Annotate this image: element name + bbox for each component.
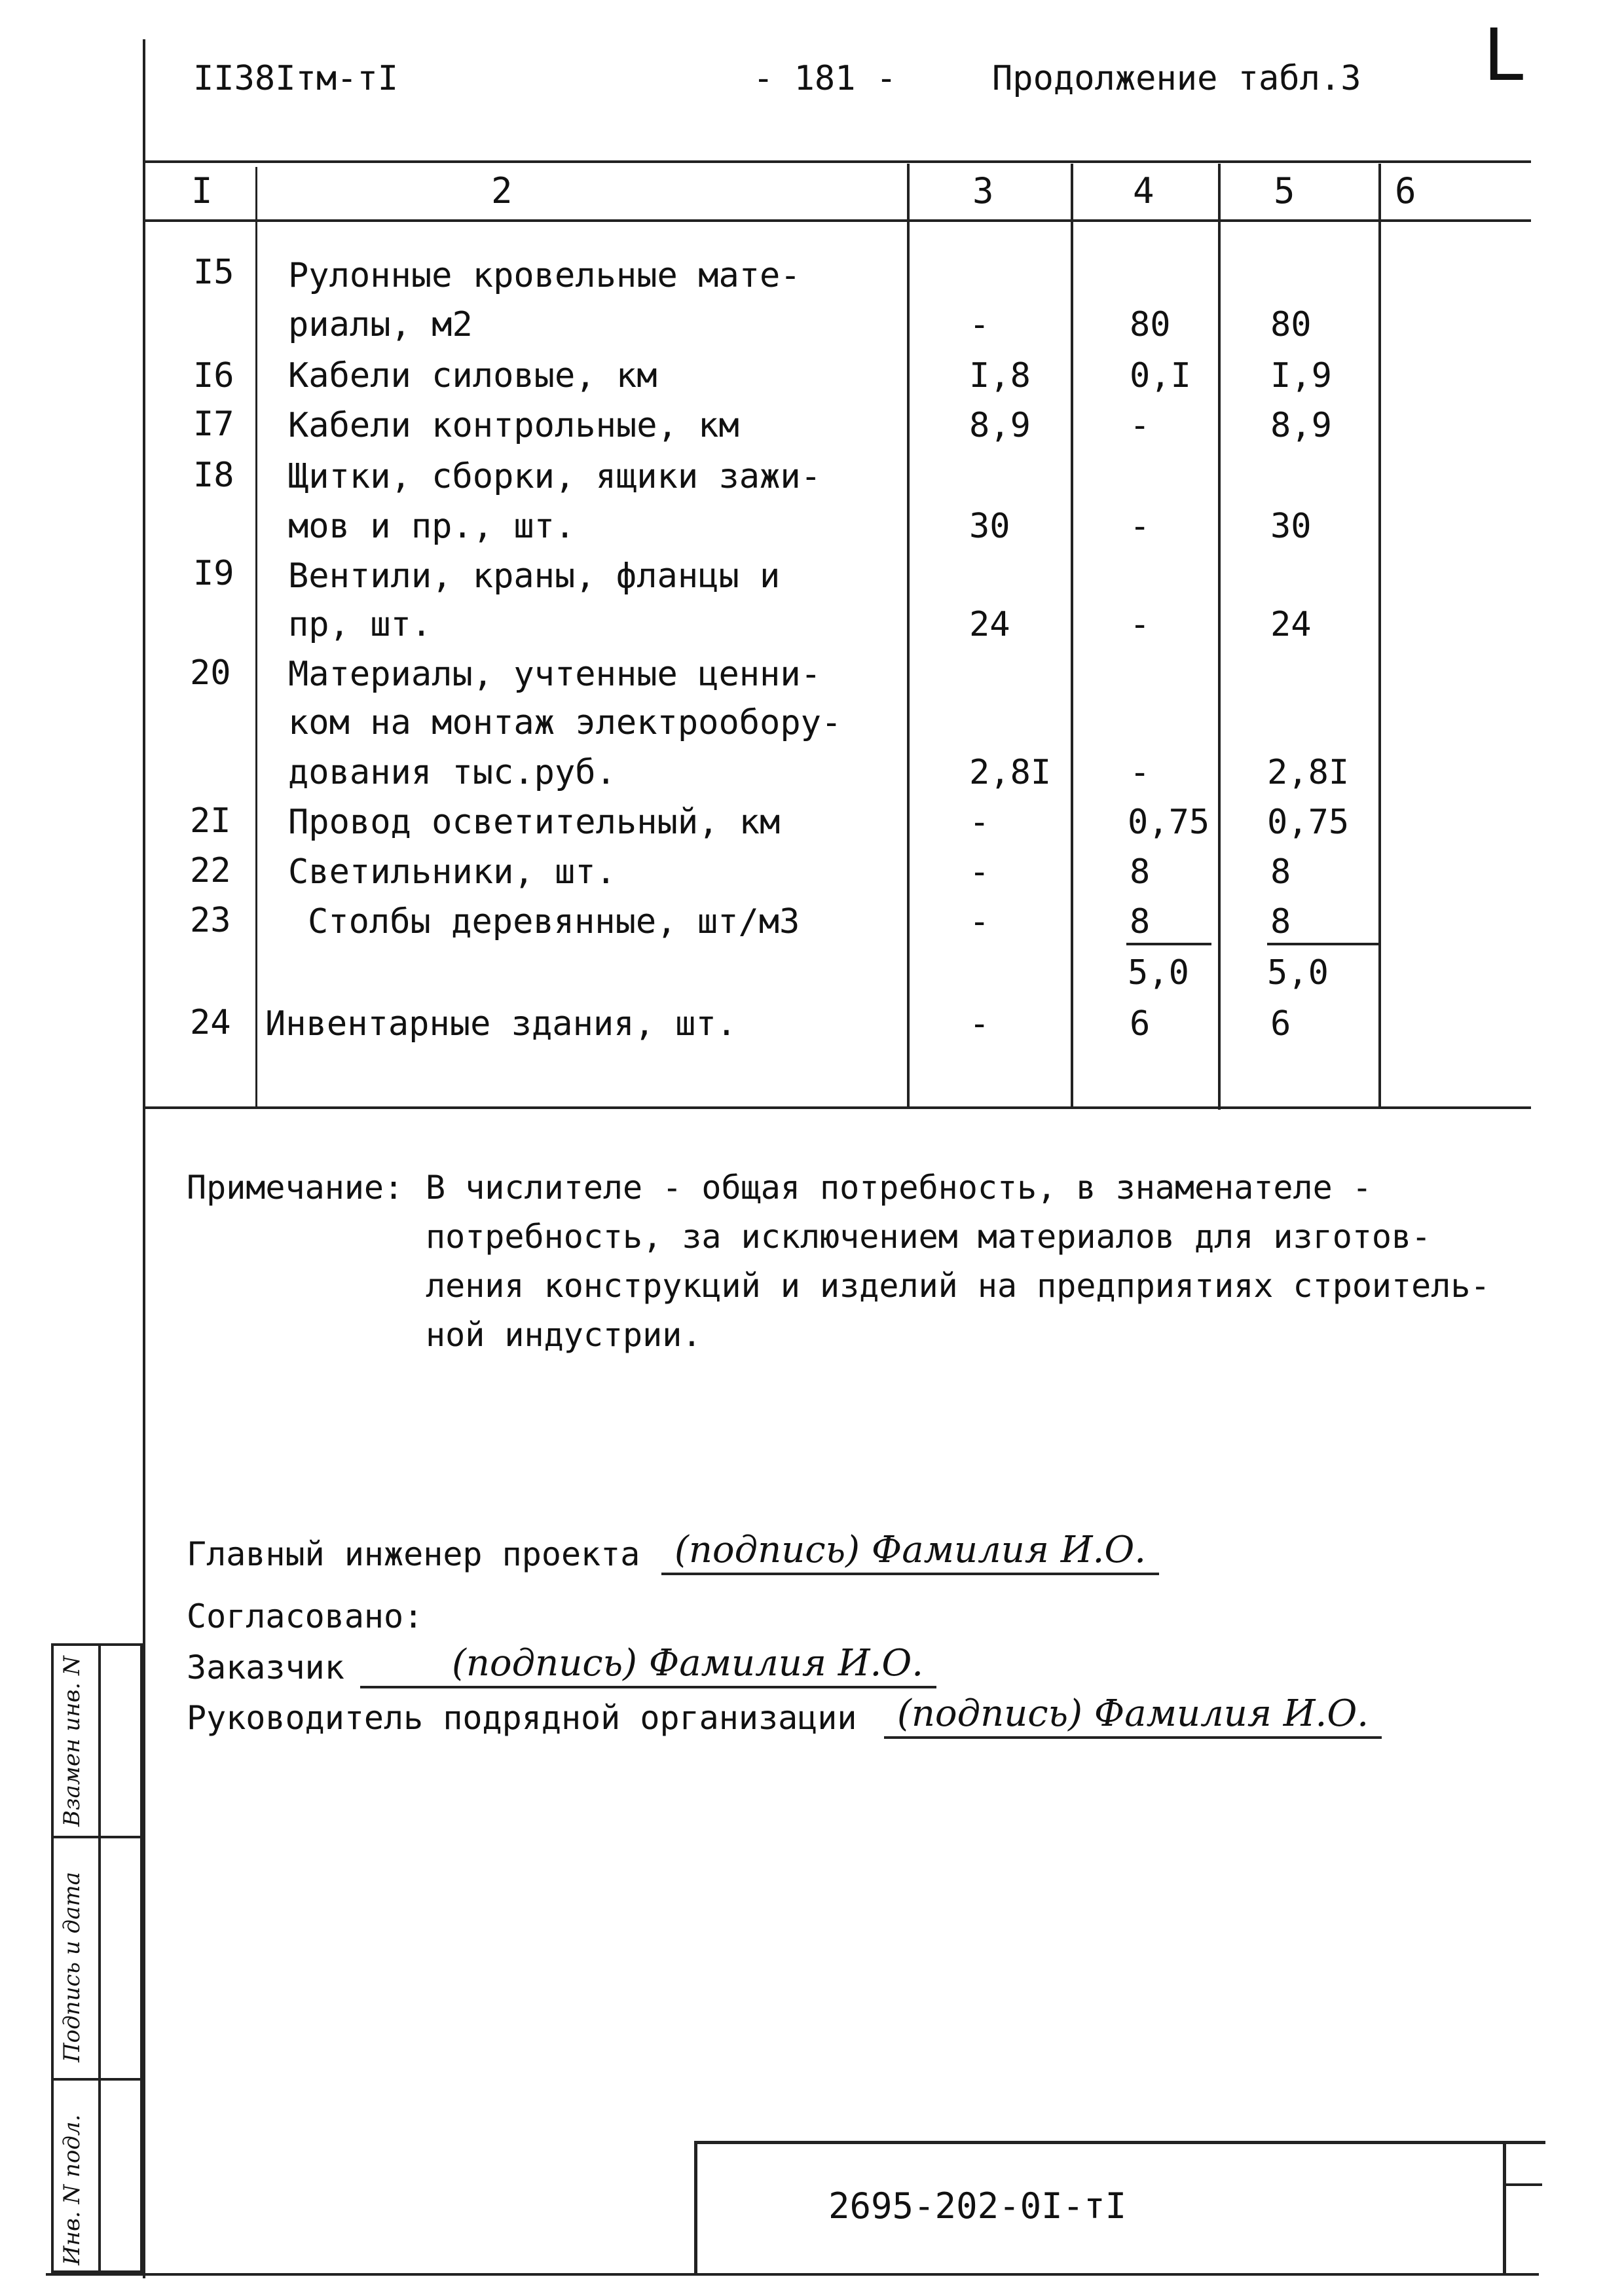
- table-cell-col3: -: [969, 852, 990, 892]
- table-cell-col5: 6: [1270, 1004, 1291, 1044]
- col-header-4: 4: [1133, 170, 1154, 211]
- table-row-number: I5: [193, 253, 234, 292]
- table-cell-col4: -: [1130, 507, 1151, 546]
- table-row-number: 2I: [190, 801, 231, 841]
- contractor-signature: (подпись) Фамилия И.О.: [884, 1692, 1382, 1739]
- continuation-label: Продолжение табл.3: [992, 59, 1361, 98]
- fraction-denominator: 5,0: [1128, 953, 1189, 993]
- table-row-name-line: мов и пр., шт.: [288, 507, 576, 546]
- side-stamp-row-divider: [54, 2078, 140, 2081]
- fraction-numerator: 8: [1270, 902, 1291, 941]
- fraction-bar: [1126, 943, 1211, 945]
- table-row-name-line: Кабели контрольные, км: [288, 406, 739, 445]
- table-cell-col5: 2,8I: [1267, 753, 1350, 792]
- note-label: Примечание:: [187, 1169, 404, 1207]
- table-cell-col5: 8,9: [1270, 406, 1332, 445]
- fraction-denominator: 5,0: [1267, 953, 1329, 993]
- table-cell-col3: I,8: [969, 356, 1031, 395]
- note-line: В числителе - общая потребность, в знаменателе -: [426, 1169, 1372, 1207]
- side-stamp-row-divider: [54, 1836, 140, 1838]
- col-divider-1: [255, 167, 257, 1106]
- table-row-name-line: Щитки, сборки, ящики зажи-: [288, 457, 821, 496]
- table-row-name-line: дования тыс.руб.: [288, 753, 616, 792]
- table-row-number: 22: [190, 851, 231, 890]
- footer-doc-number: 2695-202-0I-тI: [828, 2185, 1127, 2227]
- table-row-number: 20: [190, 653, 231, 693]
- table-cell-col3: 30: [969, 507, 1010, 546]
- table-cell-col4: -: [1130, 605, 1151, 644]
- table-cell-col4: 80: [1130, 305, 1171, 344]
- table-cell-col3: -: [969, 902, 990, 941]
- col-header-1: I: [191, 170, 213, 211]
- table-cell-col4: 6: [1130, 1004, 1151, 1044]
- table-row-name-line: Провод осветительный, км: [288, 803, 781, 842]
- table-bottom-border: [143, 1106, 1531, 1109]
- table-cell-col4: -: [1130, 753, 1151, 792]
- customer-label: Заказчик: [187, 1649, 344, 1686]
- table-row-name-line: ком на монтаж электрообору-: [288, 703, 842, 742]
- table-cell-col5: 0,75: [1267, 803, 1350, 842]
- table-row-name-line: Вентили, краны, фланцы и: [288, 556, 781, 596]
- table-row-number: I7: [193, 405, 234, 444]
- col-header-5: 5: [1274, 170, 1295, 211]
- agreed-label: Согласовано:: [187, 1597, 424, 1635]
- side-stamp-sign-date: Подпись и дата: [59, 1872, 85, 2062]
- col-divider-5: [1378, 164, 1381, 1106]
- table-cell-col5: 24: [1270, 605, 1312, 644]
- page-number: - 181 -: [753, 59, 897, 98]
- chief-engineer-signature: (подпись) Фамилия И.О.: [661, 1529, 1159, 1575]
- table-row-name-line: Инвентарные здания, шт.: [265, 1004, 737, 1044]
- table-row-name-line: Материалы, учтенные ценни-: [288, 655, 821, 694]
- customer-signature: (подпись) Фамилия И.О.: [360, 1642, 936, 1688]
- note-line: потребность, за исключением материалов для изготов-: [426, 1218, 1431, 1256]
- table-row-number: I6: [193, 356, 234, 395]
- note-line: ления конструкций и изделий на предприятиях строитель-: [426, 1267, 1490, 1305]
- contractor-label: Руководитель подрядной организации: [187, 1699, 857, 1737]
- table-cell-col4: 0,75: [1128, 803, 1210, 842]
- side-stamp-divider: [98, 1646, 101, 2270]
- table-cell-col3: -: [969, 1004, 990, 1044]
- footer-right-divider: [1503, 2141, 1506, 2275]
- table-cell-col5: 30: [1270, 507, 1312, 546]
- col-header-3: 3: [972, 170, 994, 211]
- col-divider-4: [1218, 164, 1221, 1110]
- table-header-divider: [143, 219, 1531, 222]
- table-row-name-line: Кабели силовые, км: [288, 356, 657, 395]
- corner-mark: L: [1483, 13, 1524, 97]
- chief-engineer-label: Главный инженер проекта: [187, 1535, 640, 1573]
- table-cell-col3: 2,8I: [969, 753, 1052, 792]
- table-cell-col3: 8,9: [969, 406, 1031, 445]
- fraction-numerator: 8: [1130, 902, 1151, 941]
- footer-sheet-line: [1503, 2183, 1542, 2186]
- table-cell-col3: -: [969, 305, 990, 344]
- note-line: ной индустрии.: [426, 1316, 702, 1354]
- table-top-border: [143, 160, 1531, 163]
- side-stamp-inv-no: Инв. N подл.: [59, 2114, 85, 2265]
- doc-code: II38Iтм-тI: [193, 59, 399, 98]
- table-row-number: I9: [193, 554, 234, 593]
- col-header-2: 2: [491, 170, 513, 211]
- table-cell-col3: 24: [969, 605, 1010, 644]
- table-row-name-line: Светильники, шт.: [288, 852, 616, 892]
- table-cell-col5: 8: [1270, 852, 1291, 892]
- table-cell-col3: -: [969, 803, 990, 842]
- table-row-number: I8: [193, 456, 234, 495]
- table-row-number: 23: [190, 901, 231, 940]
- table-row-number: 24: [190, 1003, 231, 1042]
- table-cell-col4: -: [1130, 406, 1151, 445]
- col-header-6: 6: [1395, 170, 1416, 211]
- table-row-name-line: Рулонные кровельные мате-: [288, 256, 801, 295]
- col-divider-2: [907, 164, 910, 1106]
- table-cell-col5: I,9: [1270, 356, 1332, 395]
- fraction-bar: [1267, 943, 1378, 945]
- table-row-name-line: риалы, м2: [288, 305, 473, 344]
- col-divider-3: [1071, 164, 1073, 1106]
- table-cell-col4: 8: [1130, 852, 1151, 892]
- table-cell-col5: 80: [1270, 305, 1312, 344]
- table-row-name-line: пр, шт.: [288, 605, 432, 644]
- table-cell-col4: 0,I: [1130, 356, 1191, 395]
- table-row-name-line: Столбы деревянные, шт/м3: [308, 902, 800, 941]
- frame-left-border: [143, 39, 145, 2278]
- side-stamp-replace-inv: Взамен инв. N: [59, 1656, 85, 1827]
